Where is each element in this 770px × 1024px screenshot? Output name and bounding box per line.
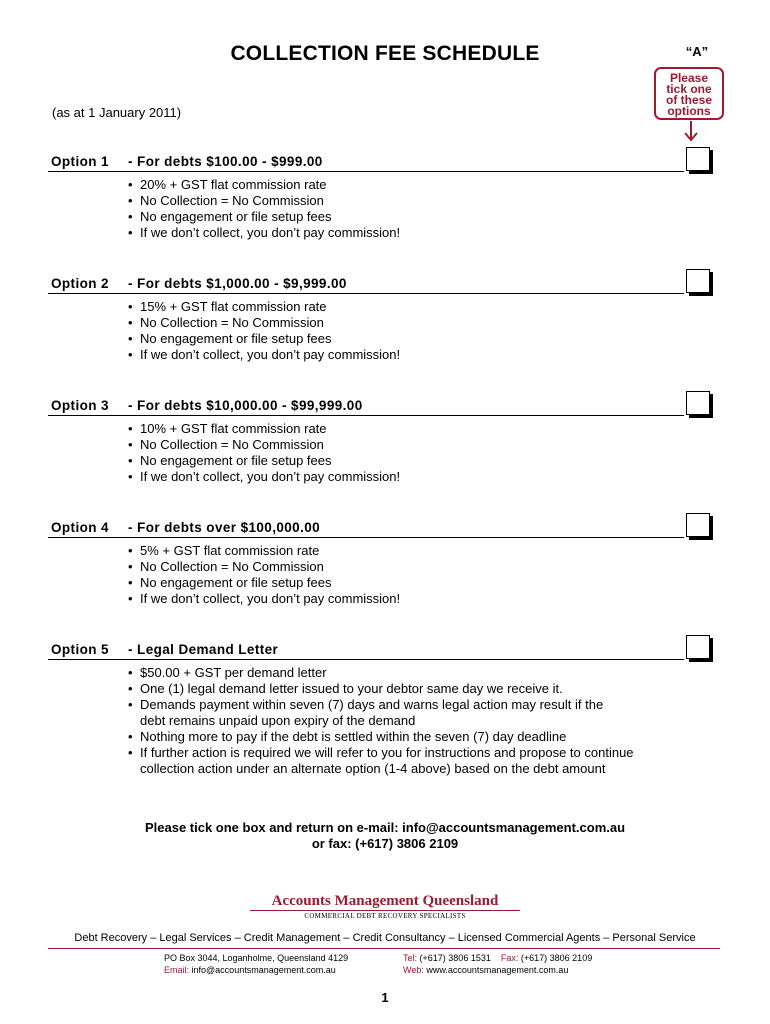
option-range: - For debts $1,000.00 - $9,999.00 — [128, 276, 347, 291]
option-bullets — [128, 299, 688, 363]
list-item: • Nothing more to pay if the debt is settled within the seven (7) day deadline — [128, 729, 668, 745]
option-range: - For debts $100.00 - $999.00 — [128, 154, 323, 169]
page-number: 1 — [381, 990, 389, 1005]
option-label: Option 4 — [51, 520, 109, 535]
tick-instruction-callout — [654, 67, 724, 120]
callout-line: options — [667, 104, 711, 118]
services-list: Debt Recovery – Legal Services – Credit Management – Credit Consultancy – Licensed Commercial Agents – Personal Service — [74, 932, 696, 944]
option-4-checkbox[interactable] — [686, 513, 710, 537]
list-item: • If we don’t collect, you don’t pay commission! — [128, 347, 688, 363]
option-label: Option 1 — [51, 154, 109, 169]
list-item: • One (1) legal demand letter issued to your debtor same day we receive it. — [128, 681, 668, 697]
option-bullets — [128, 665, 668, 777]
option-3-checkbox[interactable] — [686, 391, 710, 415]
list-item: • If we don’t collect, you don’t pay commission! — [128, 591, 688, 607]
option-2-block — [48, 275, 748, 362]
company-name: Accounts Management Queensland — [271, 893, 499, 909]
phone-fax-line — [403, 952, 592, 964]
option-bullets — [128, 177, 688, 241]
list-item: • 20% + GST flat commission rate — [128, 177, 688, 193]
postal-address: PO Box 3044, Loganholme, Queensland 4129 — [164, 953, 349, 963]
fax-label: Fax: — [500, 953, 519, 963]
option-4-block — [48, 519, 748, 606]
list-item: • No engagement or file setup fees — [128, 575, 688, 591]
arrow-down-icon — [683, 121, 699, 143]
list-item: • $50.00 + GST per demand letter — [128, 665, 668, 681]
option-range: - Legal Demand Letter — [128, 642, 279, 657]
as-at-date: (as at 1 January 2011) — [52, 105, 182, 120]
return-instructions — [0, 820, 770, 852]
option-1-checkbox[interactable] — [686, 147, 710, 171]
option-1-block — [48, 153, 748, 240]
list-item: • 15% + GST flat commission rate — [128, 299, 688, 315]
option-range: - For debts $10,000.00 - $99,999.00 — [128, 398, 363, 413]
web-line — [403, 964, 592, 976]
option-2-checkbox[interactable] — [686, 269, 710, 293]
callout-line: tick one — [666, 82, 712, 96]
return-fax-line: or fax: (+617) 3806 2109 — [311, 836, 459, 851]
list-item: • If further action is required we will refer to you for instructions and propose to continue collection action under an alternate option (1-4 above) based on the debt amount — [128, 745, 668, 777]
list-item: • No Collection = No Commission — [128, 315, 688, 331]
list-item: • No Collection = No Commission — [128, 559, 688, 575]
email-label: Email: — [164, 965, 190, 975]
option-header — [48, 153, 684, 172]
option-header — [48, 275, 684, 294]
fax-number: (+617) 3806 2109 — [520, 953, 593, 963]
divider — [250, 910, 520, 911]
contact-left — [164, 952, 348, 976]
list-item: • No engagement or file setup fees — [128, 209, 688, 225]
option-3-block — [48, 397, 748, 484]
web-label: Web: — [403, 965, 424, 975]
tel-number: (+617) 3806 1531 — [419, 953, 491, 963]
tel-label: Tel: — [403, 953, 418, 963]
list-item: • No Collection = No Commission — [128, 437, 688, 453]
option-5-checkbox[interactable] — [686, 635, 710, 659]
option-range: - For debts over $100,000.00 — [128, 520, 321, 535]
list-item: • No Collection = No Commission — [128, 193, 688, 209]
divider — [48, 948, 720, 949]
option-bullets — [128, 421, 688, 485]
option-bullets — [128, 543, 688, 607]
callout-line: of these — [665, 93, 712, 107]
page-title: COLLECTION FEE SCHEDULE — [230, 42, 540, 65]
schedule-label: “A” — [685, 44, 709, 59]
option-label: Option 2 — [51, 276, 109, 291]
list-item: • No engagement or file setup fees — [128, 331, 688, 347]
option-header — [48, 397, 684, 416]
option-label: Option 3 — [51, 398, 109, 413]
option-header — [48, 519, 684, 538]
list-item: • 5% + GST flat commission rate — [128, 543, 688, 559]
list-item: • If we don’t collect, you don’t pay commission! — [128, 469, 688, 485]
list-item: • 10% + GST flat commission rate — [128, 421, 688, 437]
return-email-line: Please tick one box and return on e-mail: info@accountsmanagement.com.au — [144, 820, 626, 835]
list-item: • Demands payment within seven (7) days and warns legal action may result if the debt remains unpaid upon expiry of the demand — [128, 697, 668, 729]
callout-line: Please — [669, 71, 709, 85]
option-header — [48, 641, 684, 660]
email-line — [164, 964, 348, 976]
web-address[interactable]: www.accountsmanagement.com.au — [426, 965, 569, 975]
list-item: • If we don’t collect, you don’t pay commission! — [128, 225, 688, 241]
option-5-block — [48, 641, 748, 776]
option-label: Option 5 — [51, 642, 109, 657]
company-tagline: COMMERCIAL DEBT RECOVERY SPECIALISTS — [304, 912, 466, 920]
email-address[interactable]: info@accountsmanagement.com.au — [191, 965, 336, 975]
list-item: • No engagement or file setup fees — [128, 453, 688, 469]
contact-right — [403, 952, 592, 976]
